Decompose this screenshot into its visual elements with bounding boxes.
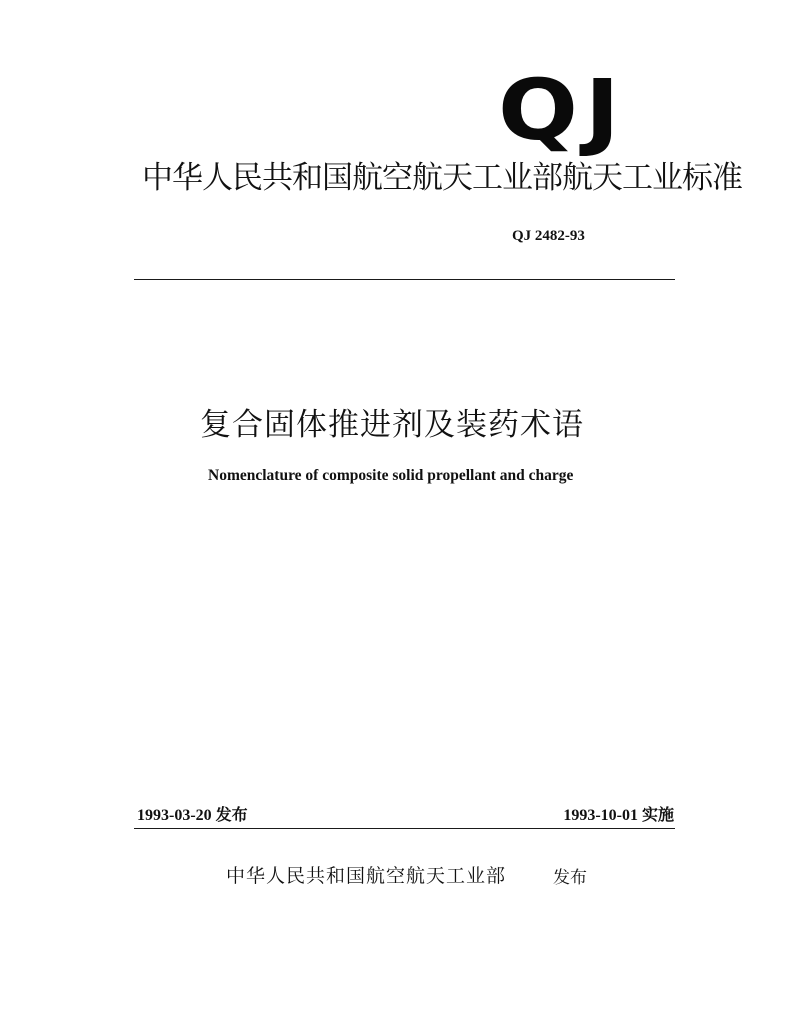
publish-label: 发布 bbox=[553, 868, 587, 888]
publisher-name: 中华人民共和国航空航天工业部 bbox=[226, 865, 507, 887]
bottom-divider bbox=[134, 828, 675, 829]
top-divider bbox=[134, 279, 675, 280]
standard-number: QJ 2482-93 bbox=[512, 228, 585, 244]
document-title-chinese: 复合固体推进剂及装药术语 bbox=[200, 407, 584, 443]
qj-logo: QJ bbox=[498, 61, 627, 159]
implementation-date: 1993-10-01 实施 bbox=[563, 807, 674, 824]
issue-date: 1993-03-20 发布 bbox=[137, 807, 248, 824]
document-title-english: Nomenclature of composite solid propellant and charge bbox=[208, 467, 574, 484]
ministry-standard-heading: 中华人民共和国航空航天工业部航天工业标准 bbox=[142, 160, 742, 196]
